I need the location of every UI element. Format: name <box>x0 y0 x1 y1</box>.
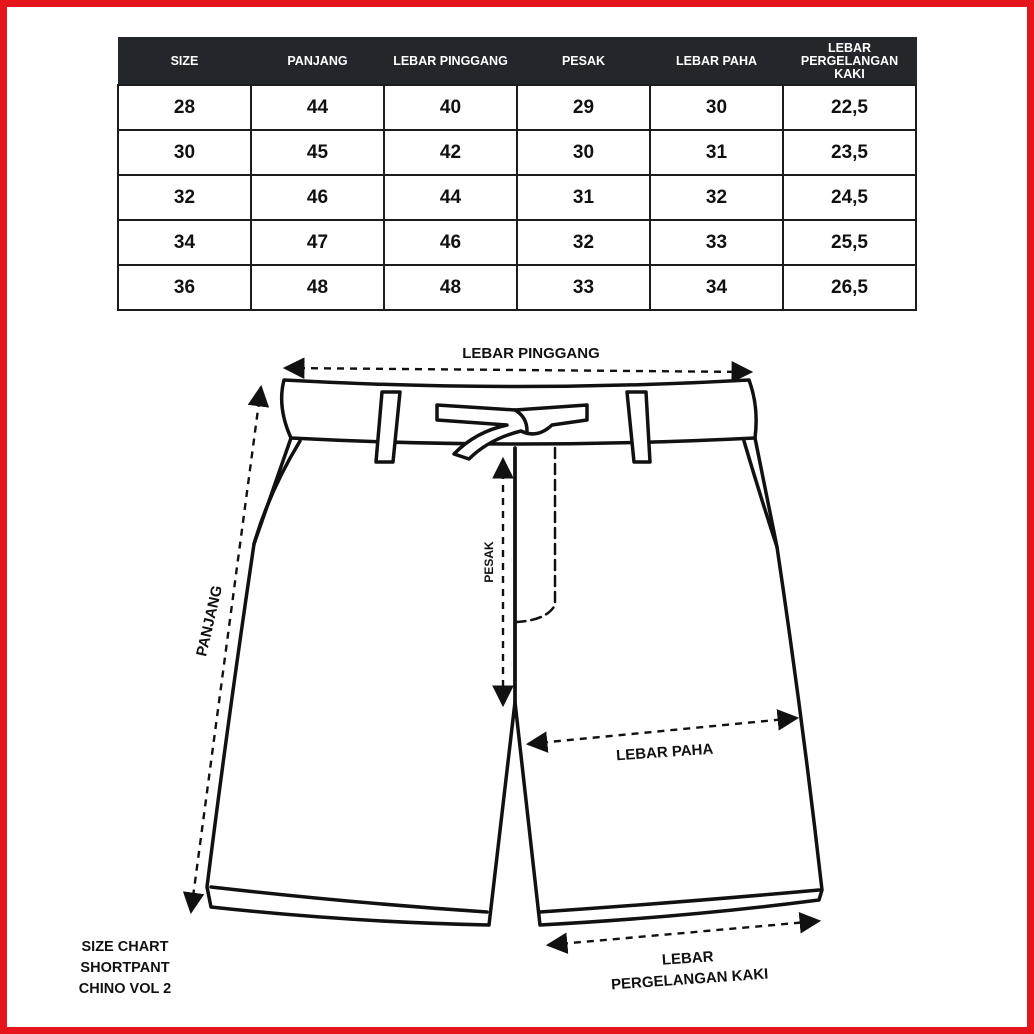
shorts-illustration <box>207 380 822 925</box>
table-cell: 36 <box>118 265 251 310</box>
table-cell: 30 <box>650 85 783 130</box>
table-cell: 26,5 <box>783 265 916 310</box>
leg-opening-label-line2: PERGELANGAN KAKI <box>610 965 769 994</box>
caption-line: SIZE CHART <box>81 939 169 955</box>
table-cell: 28 <box>118 85 251 130</box>
table-cell: 31 <box>650 130 783 175</box>
table-cell: 22,5 <box>783 85 916 130</box>
shorts-diagram <box>7 7 1027 1027</box>
table-cell: 47 <box>251 220 384 265</box>
header-lebar-pinggang: LEBAR PINGGANG <box>384 38 517 86</box>
table-cell: 29 <box>517 85 650 130</box>
length-label: PANJANG <box>193 583 227 659</box>
waist-label: LEBAR PINGGANG <box>462 345 600 362</box>
header-panjang: PANJANG <box>251 38 384 86</box>
thigh-label: LEBAR PAHA <box>615 740 714 765</box>
table-cell: 34 <box>650 265 783 310</box>
table-cell: 32 <box>517 220 650 265</box>
table-cell: 42 <box>384 130 517 175</box>
table-cell: 46 <box>384 220 517 265</box>
header-lebar-paha: LEBAR PAHA <box>650 38 783 86</box>
table-cell: 46 <box>251 175 384 220</box>
table-cell: 25,5 <box>783 220 916 265</box>
table-cell: 31 <box>517 175 650 220</box>
leg-opening-label-line1: LEBAR <box>661 948 715 969</box>
table-cell: 40 <box>384 85 517 130</box>
caption-line: CHINO VOL 2 <box>78 981 172 997</box>
size-chart-caption <box>63 937 187 1000</box>
leg-opening-arrow <box>548 921 819 945</box>
table-cell: 34 <box>118 220 251 265</box>
table-cell: 48 <box>251 265 384 310</box>
table-cell: 45 <box>251 130 384 175</box>
waist-arrow <box>285 368 751 372</box>
table-cell: 30 <box>118 130 251 175</box>
table-cell: 33 <box>517 265 650 310</box>
table-cell: 48 <box>384 265 517 310</box>
table-cell: 32 <box>118 175 251 220</box>
rise-label: PESAK <box>482 541 496 583</box>
header-pesak: PESAK <box>517 38 650 86</box>
caption-line: SHORTPANT <box>80 960 170 976</box>
header-lebar-pergelangan-kaki: LEBAR PERGELANGAN KAKI <box>783 38 916 86</box>
table-cell: 23,5 <box>783 130 916 175</box>
table-cell: 33 <box>650 220 783 265</box>
header-size: SIZE <box>118 38 251 86</box>
table-cell: 44 <box>384 175 517 220</box>
thigh-arrow <box>528 718 797 744</box>
table-cell: 32 <box>650 175 783 220</box>
table-cell: 30 <box>517 130 650 175</box>
table-cell: 24,5 <box>783 175 916 220</box>
table-cell: 44 <box>251 85 384 130</box>
